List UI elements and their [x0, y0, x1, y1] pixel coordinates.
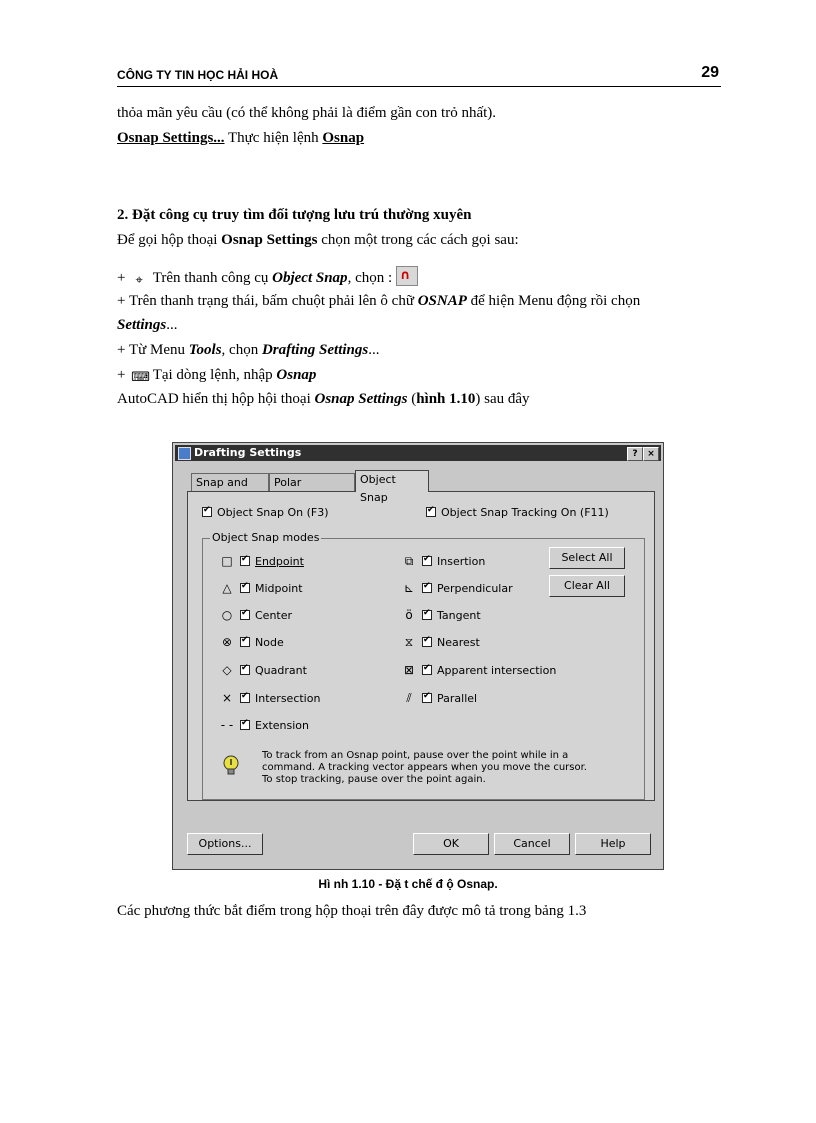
center-icon: ○: [221, 608, 233, 622]
clear-all-button[interactable]: Clear All: [549, 575, 625, 597]
osnap-magnet-icon: ∩: [396, 266, 418, 286]
ok-button[interactable]: OK: [413, 833, 489, 855]
text-span: Osnap: [276, 367, 317, 383]
help-icon[interactable]: ?: [627, 447, 643, 461]
object-snap-panel: [187, 491, 655, 801]
mode-label: Parallel: [437, 692, 478, 705]
close-icon[interactable]: ×: [643, 447, 659, 461]
parallel-icon: ⫽: [406, 691, 412, 705]
tab-object-snap[interactable]: Object Snap: [355, 470, 429, 492]
insertion-checkbox[interactable]: [422, 556, 432, 566]
apparent-intersection-checkbox[interactable]: [422, 665, 432, 675]
mode-tangent[interactable]: [402, 608, 481, 622]
text-span: + Trên thanh trạng thái, bấm chuột phải lên ô chữ: [117, 293, 418, 309]
text-span: AutoCAD hiển thị hộp hội thoại: [117, 391, 315, 407]
endpoint-icon: □: [221, 554, 233, 568]
text-span: Osnap Settings: [314, 391, 408, 407]
endpoint-checkbox[interactable]: [240, 556, 250, 566]
intro-line: [117, 232, 519, 249]
text-span: +: [117, 270, 130, 286]
node-icon: ⊗: [221, 635, 233, 649]
osnap-on-checkbox[interactable]: [202, 507, 212, 517]
command-line-icon: ⌨: [131, 370, 150, 385]
app-icon: [178, 447, 191, 460]
text-span: +: [117, 367, 130, 383]
paragraph-text: thỏa mãn yêu cầu (có thể không phải là điểm gần con trỏ nhất).: [117, 105, 497, 121]
text-span: ) sau đây: [475, 391, 530, 407]
figure-caption: Hì nh 1.10 - Đặ t chế đ ộ Osnap.: [318, 877, 498, 891]
mode-label: Apparent intersection: [437, 664, 557, 677]
text-span: Để gọi hộp thoại: [117, 232, 222, 248]
parallel-checkbox[interactable]: [422, 693, 432, 703]
extension-checkbox[interactable]: [240, 720, 250, 730]
dialog-title: Drafting Settings: [194, 446, 302, 459]
text-span: Thực hiện lệnh: [224, 130, 323, 146]
option-line-3: [117, 342, 379, 359]
mode-intersection[interactable]: [220, 691, 320, 705]
lightbulb-icon: [222, 754, 240, 780]
mode-quadrant[interactable]: [220, 663, 307, 677]
company-name: CÔNG TY TIN HỌC HẢI HOÀ: [117, 68, 279, 82]
insertion-icon: ⧉: [404, 554, 414, 568]
text-span: ...: [368, 342, 380, 358]
page-header: [117, 64, 721, 87]
mode-label: Endpoint: [255, 555, 304, 568]
text-span: Osnap Settings: [221, 232, 318, 248]
help-button[interactable]: Help: [575, 833, 651, 855]
mode-perpendicular[interactable]: [402, 581, 513, 595]
mode-label: Midpoint: [255, 582, 303, 595]
text-line-after: Các phương thức bắt điểm trong hộp thoại trên đây được mô tả trong bảng 1.3: [117, 903, 587, 919]
mode-label: Center: [255, 609, 293, 622]
intersection-checkbox[interactable]: [240, 693, 250, 703]
mode-label: Quadrant: [255, 664, 307, 677]
mode-label: Insertion: [437, 555, 486, 568]
cancel-button[interactable]: Cancel: [494, 833, 570, 855]
mode-parallel[interactable]: [402, 691, 477, 706]
option-line-2: [117, 293, 640, 310]
osnap-on-label: Object Snap On (F3): [217, 506, 329, 519]
text-span: Settings: [117, 317, 167, 333]
tracking-on-row[interactable]: [426, 506, 609, 519]
mode-label: Node: [255, 636, 284, 649]
tracking-tip: [262, 750, 587, 786]
page-number: 29: [701, 64, 719, 81]
mode-extension[interactable]: [220, 718, 309, 732]
osnap-cmd: Osnap: [322, 130, 365, 146]
mode-endpoint[interactable]: [220, 554, 304, 568]
option-line-5: [117, 391, 530, 408]
mode-midpoint[interactable]: [220, 581, 303, 595]
nearest-checkbox[interactable]: [422, 637, 432, 647]
tangent-checkbox[interactable]: [422, 610, 432, 620]
option-line-4: [117, 367, 316, 385]
group-title: Object Snap modes: [212, 531, 320, 544]
tab-snap-and-grid[interactable]: Snap and: [191, 473, 269, 491]
text-span: , chọn: [221, 342, 262, 358]
text-span: , chọn :: [347, 270, 393, 286]
center-checkbox[interactable]: [240, 610, 250, 620]
drafting-settings-dialog: [172, 442, 664, 870]
option-line-1: [117, 266, 418, 288]
tip-line: command. A tracking vector appears when you move the cursor.: [262, 762, 587, 773]
mode-insertion[interactable]: [402, 554, 485, 569]
tracking-on-label: Object Snap Tracking On (F11): [441, 506, 609, 519]
mode-label: Perpendicular: [437, 582, 513, 595]
tab-polar-tracking[interactable]: Polar: [269, 473, 355, 491]
object-snap-cursor-icon: ⌖: [135, 273, 143, 288]
midpoint-icon: △: [222, 581, 232, 595]
intersection-icon: ×: [221, 691, 233, 705]
tangent-icon: ö: [405, 608, 413, 622]
tip-line: To track from an Osnap point, pause over the point while in a: [262, 750, 569, 761]
text-span: hình 1.10: [416, 391, 476, 407]
text-span: (: [407, 391, 417, 407]
nearest-icon: ⧖: [404, 635, 414, 649]
node-checkbox[interactable]: [240, 637, 250, 647]
mode-label: Extension: [255, 719, 310, 732]
section-title: 2. Đặt công cụ truy tìm đối tượng lưu trú thường xuyên: [117, 207, 472, 223]
text-span: Tools: [188, 342, 222, 358]
midpoint-checkbox[interactable]: [240, 583, 250, 593]
text-span: để hiện Menu động rồi chọn: [466, 293, 641, 309]
mode-apparent-intersection[interactable]: [402, 663, 556, 677]
quadrant-icon: ◇: [222, 663, 232, 677]
text-span: + Từ Menu: [117, 342, 189, 358]
options-button[interactable]: Options...: [187, 833, 263, 855]
mode-label: Nearest: [437, 636, 480, 649]
mode-nearest[interactable]: [402, 635, 480, 650]
mode-label: Intersection: [255, 692, 321, 705]
tip-line: To stop tracking, pause over the point again.: [262, 774, 486, 785]
text-span: Object Snap: [272, 270, 348, 286]
osnap-on-row[interactable]: [202, 506, 329, 519]
tracking-on-checkbox[interactable]: [426, 507, 436, 517]
text-line-1: [117, 105, 496, 122]
mode-center[interactable]: [220, 608, 292, 622]
text-span: Drafting Settings: [261, 342, 369, 358]
dialog-titlebar: [175, 445, 661, 461]
option-line-2b: [117, 317, 177, 334]
quadrant-checkbox[interactable]: [240, 665, 250, 675]
apparent-intersection-icon: ⊠: [403, 663, 415, 677]
perpendicular-checkbox[interactable]: [422, 583, 432, 593]
text-span: OSNAP: [417, 293, 467, 309]
mode-node[interactable]: [220, 635, 284, 649]
mode-label: Tangent: [437, 609, 481, 622]
select-all-button[interactable]: Select All: [549, 547, 625, 569]
text-span: chọn một trong các cách gọi sau:: [317, 232, 519, 248]
text-span: Trên thanh công cụ: [149, 270, 273, 286]
perpendicular-icon: ⊾: [403, 581, 415, 595]
extension-icon: - -: [220, 718, 234, 732]
text-line-2: [117, 130, 364, 147]
osnap-settings-cmd: Osnap Settings...: [117, 130, 225, 146]
text-span: ...: [166, 317, 178, 333]
text-span: Tại dòng lệnh, nhập: [149, 367, 277, 383]
